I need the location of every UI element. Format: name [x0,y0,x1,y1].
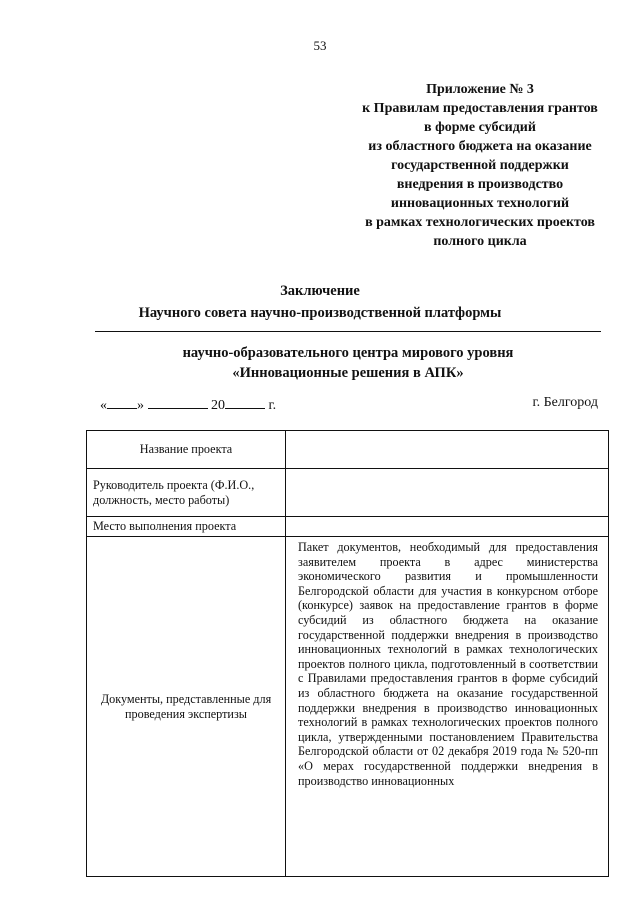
appendix-line: полного цикла [433,234,527,249]
year-suffix: г. [268,398,277,413]
center-name-line: «Инновационные решения в АПК» [232,365,464,381]
row-label: Документы, представленные для проведения экспертизы [87,537,286,877]
heading-rule [95,331,601,332]
appendix-line: инновационных технологий [390,196,570,211]
conclusion-heading [0,280,640,324]
year-prefix: 20 [211,398,225,413]
expert-table [86,430,609,877]
row-value [286,431,609,469]
month-blank [148,395,208,409]
appendix-line: государственной поддержки [391,158,569,173]
appendix-line: к Правилам предоставления грантов [362,101,598,116]
table-row [87,537,609,877]
row-label: Место выполнения проекта [87,517,286,537]
date-open-quote: « [100,398,107,413]
row-value [286,469,609,517]
day-blank [107,395,137,409]
appendix-line: внедрения в производство [396,177,564,192]
appendix-line: в форме субсидий [424,120,536,135]
date-line [100,395,276,414]
row-value: Пакет документов, необходимый для предоставления заявителем проекта в адрес министерства экономического развития и промышленности Белгородской области для участия в конкурсном отборе (конкурсе) заявок на предоставление грантов в форме субсидий из областного бюджета на оказание государственной поддержки внедрения в производство инновационных технологий в рамках технологических проектов полного цикла, подготовленный в соответствии с Правилами предоставления грантов в форме субсидий из областного бюджета на оказание государственной поддержки внедрения в производство инновационных технологий в рамках технологических проектов полного цикла, утвержденными постановлением Правительства Белгородской области от 02 декабря 2019 года № 520-пп «О мерах государственной поддержки внедрения в производство инновационных [286,537,609,877]
table-row [87,469,609,517]
center-name [95,343,601,383]
page-number: 53 [313,38,327,53]
center-name-line: научно-образовательного центра мирового уровня [182,345,514,361]
appendix-line: Приложение № 3 [426,82,534,97]
conclusion-title: Заключение [280,283,360,299]
year-blank [225,395,265,409]
conclusion-subtitle: Научного совета научно-производственной платформы [138,305,502,321]
table-row [87,431,609,469]
page-bottom-margin [0,878,640,905]
row-value [286,517,609,537]
city: г. Белгород [532,395,598,410]
row-label: Руководитель проекта (Ф.И.О., должность, место работы) [87,469,286,517]
date-close-quote: » [137,398,144,413]
appendix-line: из областного бюджета на оказание [368,139,592,154]
table-row [87,517,609,537]
appendix-heading [330,80,630,251]
row-label: Название проекта [87,431,286,469]
appendix-line: в рамках технологических проектов [365,215,595,230]
